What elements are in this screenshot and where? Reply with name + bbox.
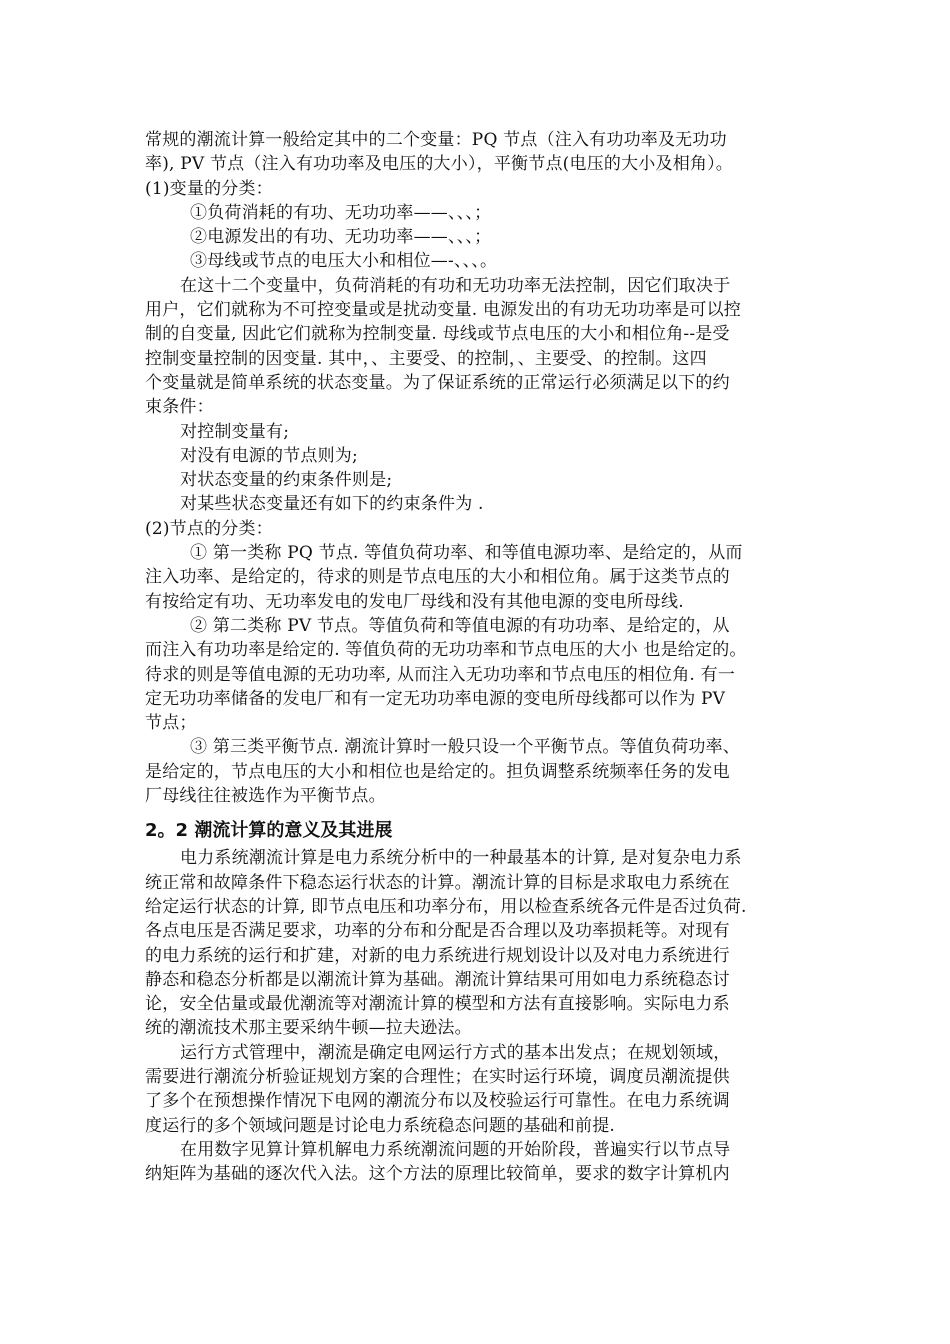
text-line: 了多个在预想操作情况下电网的潮流分布以及校验运行可靠性。在电力系统调: [145, 1091, 730, 1112]
text-line: 度运行的多个领域问题是讨论电力系统稳态问题的基础和前提.: [145, 1115, 616, 1136]
document-body: [145, 128, 810, 1186]
text-line: 而注入有功功率是给定的. 等值负荷的无功功率和节点电压的大小 也是给定的。: [145, 640, 747, 661]
list-item: ③母线或节点的电压大小和相位—-、、、。: [190, 251, 498, 272]
paragraph-start: ② 第二类称 PV 节点。等值负荷和等值电源的有功功率、是给定的，从: [190, 615, 730, 636]
paragraph-start: 在这十二个变量中，负荷消耗的有功和无功功率无法控制，因它们取决于: [180, 275, 731, 296]
text-line: 的电力系统的运行和扩建，对新的电力系统进行规划设计以及对电力系统进行: [145, 945, 730, 966]
text-line: 纳矩阵为基础的逐次代入法。这个方法的原理比较简单，要求的数字计算机内: [145, 1164, 730, 1185]
text-line: 定无功功率储备的发电厂和有一定无功功率电源的变电所母线都可以作为 PV: [145, 688, 726, 709]
paragraph-start: ① 第一类称 PQ 节点. 等值负荷功率、和等值电源功率、是给定的，从而: [190, 543, 743, 564]
text-line: 个变量就是简单系统的状态变量。为了保证系统的正常运行必须满足以下的约: [145, 372, 730, 393]
text-line: 注入功率、是给定的，待求的则是节点电压的大小和相位角。属于这类节点的: [145, 567, 730, 588]
text-line: (2)节点的分类：: [145, 518, 273, 539]
list-item: ②电源发出的有功、无功功率——、、、；: [190, 227, 492, 248]
text-line: 常规的潮流计算一般给定其中的二个变量：PQ 节点（注入有功功率及无功功: [145, 130, 727, 150]
text-line: 论，安全估量或最优潮流等对潮流计算的模型和方法有直接影响。实际电力系: [145, 994, 730, 1015]
text-line: 待求的则是等值电源的无功功率, 从而注入无功功率和节点电压的相位角. 有一: [145, 664, 736, 685]
text-line: 厂母线往往被选作为平衡节点。: [145, 786, 386, 807]
text-line: 是给定的，节点电压的大小和相位也是给定的。担负调整系统频率任务的发电: [145, 761, 730, 782]
text-line: 制的自变量, 因此它们就称为控制变量. 母线或节点电压的大小和相位角--是受: [145, 324, 730, 345]
text-line: (1)变量的分类：: [145, 178, 273, 199]
paragraph-start: 电力系统潮流计算是电力系统分析中的一种最基本的计算, 是对复杂电力系: [180, 848, 742, 869]
text-line: 给定运行状态的计算, 即节点电压和功率分布，用以检查系统各元件是否过负荷.: [145, 896, 747, 917]
text-line: 统正常和故障条件下稳态运行状态的计算。潮流计算的目标是求取电力系统在: [145, 872, 730, 893]
text-line: 控制变量控制的因变量. 其中，、主要受、的控制，、主要受、的控制。这四: [145, 348, 707, 369]
constraint-line: 对没有电源的节点则为;: [180, 445, 358, 466]
paragraph-start: 运行方式管理中，潮流是确定电网运行方式的基本出发点；在规划领域，: [180, 1042, 731, 1063]
paragraph-start: 在用数字见算计算机解电力系统潮流问题的开始阶段，普遍实行以节点导: [180, 1139, 731, 1160]
text-line: 节点；: [145, 713, 197, 734]
text-line: 静态和稳态分析都是以潮流计算为基础。潮流计算结果可用如电力系统稳态讨: [145, 969, 730, 990]
list-item: ①负荷消耗的有功、无功功率——、、、；: [190, 202, 492, 223]
text-line: 束条件：: [145, 397, 214, 418]
text-line: 用户，它们就称为不可控变量或是扰动变量. 电源发出的有功无功功率是可以控: [145, 300, 742, 321]
text-line: 统的潮流技术那主要采纳牛顿—拉夫逊法。: [145, 1018, 472, 1039]
paragraph-start: ③ 第三类平衡节点. 潮流计算时一般只设一个平衡节点。等值负荷功率、: [190, 737, 741, 758]
text-line: 有按给定有功、无功率发电的发电厂母线和没有其他电源的变电所母线.: [145, 591, 684, 612]
text-line: 需要进行潮流分析验证规划方案的合理性；在实时运行环境，调度员潮流提供: [145, 1066, 730, 1087]
text-line: 各点电压是否满足要求，功率的分布和分配是否合理以及功率损耗等。对现有: [145, 921, 730, 942]
text-line: 率), PV 节点（注入有功功率及电压的大小），平衡节点(电压的大小及相角）。: [145, 154, 733, 175]
constraint-line: 对控制变量有;: [180, 421, 290, 442]
constraint-line: 对某些状态变量还有如下的约束条件为 .: [180, 494, 484, 515]
constraint-line: 对状态变量的约束条件则是;: [180, 470, 393, 491]
section-heading: 2。2 潮流计算的意义及其进展: [145, 820, 393, 842]
